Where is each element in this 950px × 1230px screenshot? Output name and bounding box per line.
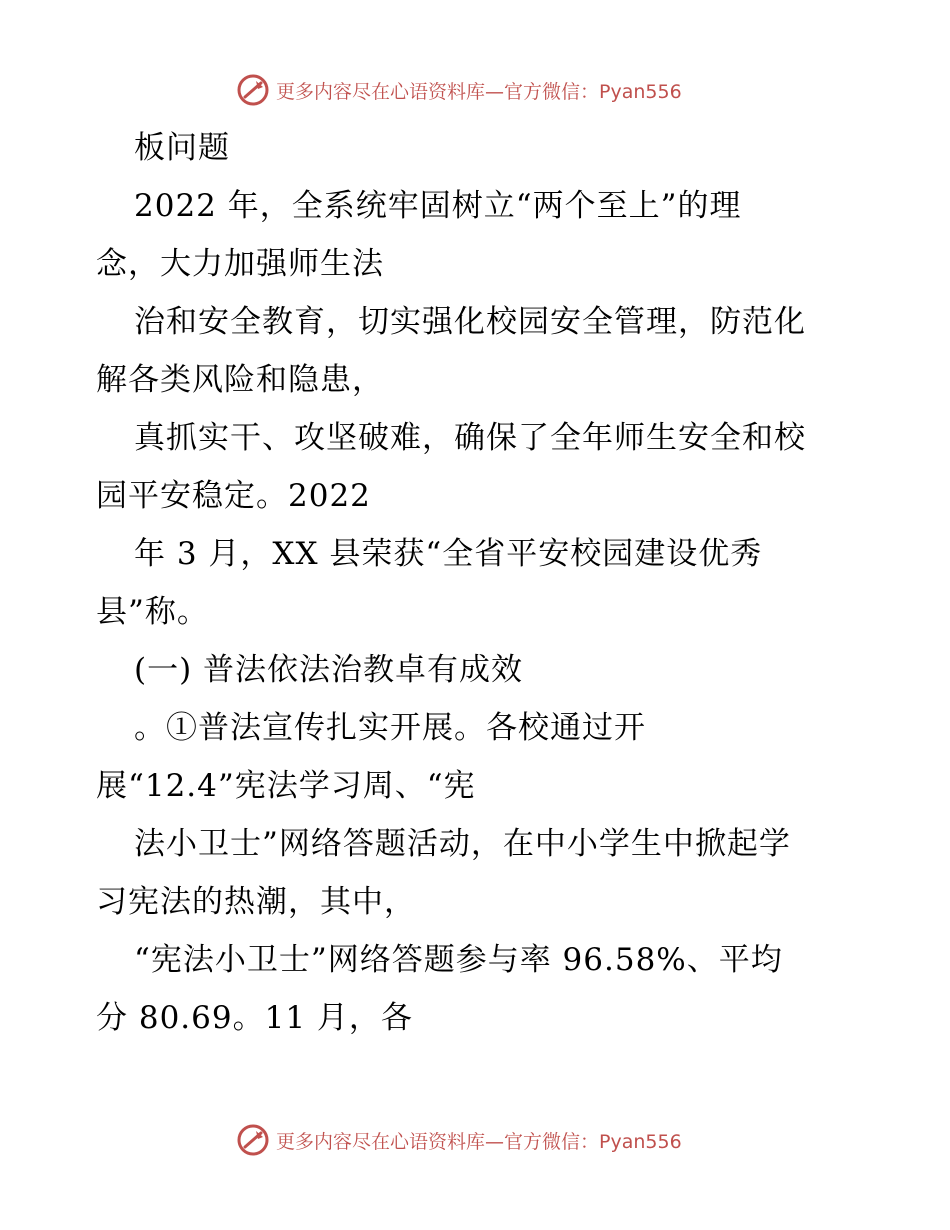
logo-icon (236, 73, 270, 107)
text-line-12: 展“12.4”宪法学习周、“宪 (96, 768, 476, 804)
page-header-watermark (236, 70, 682, 110)
text-line-5: 解各类风险和隐患， (96, 362, 384, 398)
text-line-2: 2022 年，全系统牢固树立“两个至上”的理 (134, 188, 742, 224)
text-line-1: 板问题 (134, 130, 230, 166)
logo-icon (236, 1123, 270, 1157)
text-line-11: 。①普法宣传扎实开展。各校通过开 (134, 710, 646, 746)
text-line-7: 园平安稳定。2022 (96, 478, 371, 514)
text-line-8: 年 3 月，XX 县荣获“全省平安校园建设优秀 (134, 536, 763, 572)
page-footer-watermark (236, 1120, 682, 1160)
text-line-15: “宪法小卫士”网络答题参与率 96.58%、平均 (134, 942, 783, 978)
section-heading: (一) 普法依法治教卓有成效 (134, 652, 524, 688)
text-line-9: 县”称。 (96, 594, 209, 630)
header-watermark-text: 更多内容尽在心语资料库—官方微信：Pyan556 (276, 80, 682, 103)
text-line-13: 法小卫士”网络答题活动，在中小学生中掀起学 (134, 826, 791, 862)
text-line-6: 真抓实干、攻坚破难，确保了全年师生安全和校 (134, 420, 806, 456)
text-line-3: 念，大力加强师生法 (96, 246, 384, 282)
footer-watermark-text: 更多内容尽在心语资料库—官方微信：Pyan556 (276, 1130, 682, 1153)
text-line-14: 习宪法的热潮，其中， (96, 884, 416, 920)
text-line-16: 分 80.69。11 月，各 (96, 1000, 413, 1036)
text-line-4: 治和安全教育，切实强化校园安全管理，防范化 (134, 304, 806, 340)
